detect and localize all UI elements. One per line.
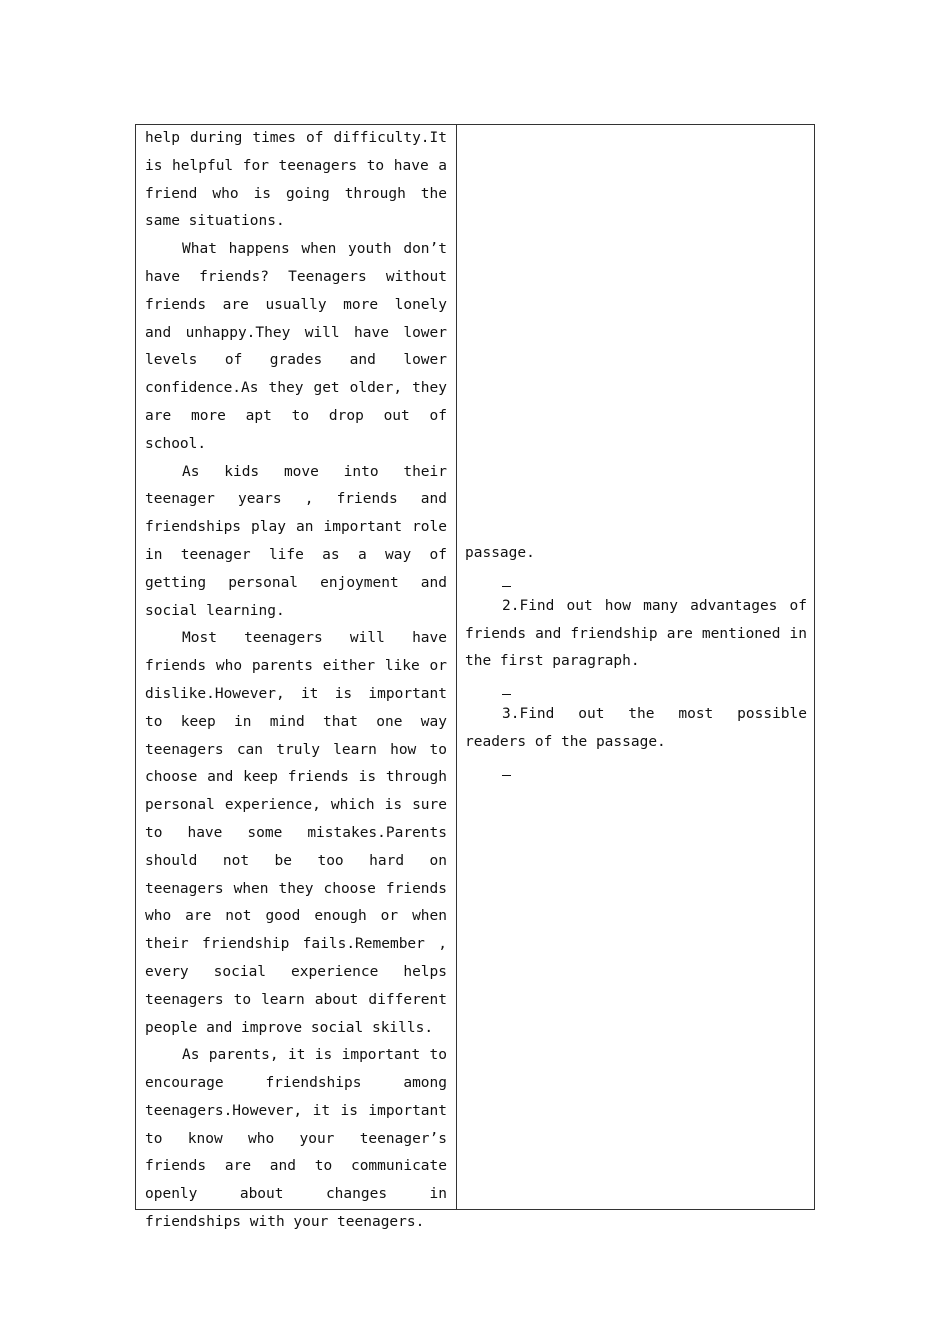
answer-blank-3[interactable] xyxy=(465,757,807,782)
reading-passage-column xyxy=(145,125,447,1237)
column-divider xyxy=(456,125,457,1209)
passage-paragraph-5: As parents, it is important to encourage friendships among teenagers.However, it is important to know who your teenager’s friends are and to communicate openly about changes in friendships with your teenagers. xyxy=(145,1047,447,1231)
question-3: 3.Find out the most possible readers of the passage. xyxy=(465,706,807,750)
lesson-table xyxy=(135,124,815,1231)
question-2: 2.Find out how many advantages of friends and friendship are mentioned in the first paragraph. xyxy=(465,597,807,670)
answer-blank-1[interactable] xyxy=(465,568,807,593)
answer-blank-2[interactable] xyxy=(465,676,807,701)
passage-paragraph-2: What happens when youth don’t have friends? Teenagers without friends are usually more lonely and unhappy.They will have lower levels of grades and lower confidence.As they get older, they are more apt to drop out of school. xyxy=(145,241,447,452)
tasks-column xyxy=(465,540,807,782)
passage-paragraph-1: help during times of difficulty.It is helpful for teenagers to have a friend who is going through the same situations. xyxy=(145,130,447,230)
task-fragment: passage. xyxy=(465,545,535,561)
passage-paragraph-3: As kids move into their teenager years , friends and friendships play an important role in teenager life as a way of getting personal enjoyment and social learning. xyxy=(145,463,447,619)
passage-paragraph-4: Most teenagers will have friends who parents either like or dislike.However, it is important to keep in mind that one way teenagers can truly learn how to choose and keep friends is through personal experience, which is sure to have some mistakes.Parents should not be too hard on teenagers when they choose friends who are not good enough or when their friendship fails.Remember , every social experience helps teenagers to learn about different people and improve social skills. xyxy=(145,630,447,1036)
